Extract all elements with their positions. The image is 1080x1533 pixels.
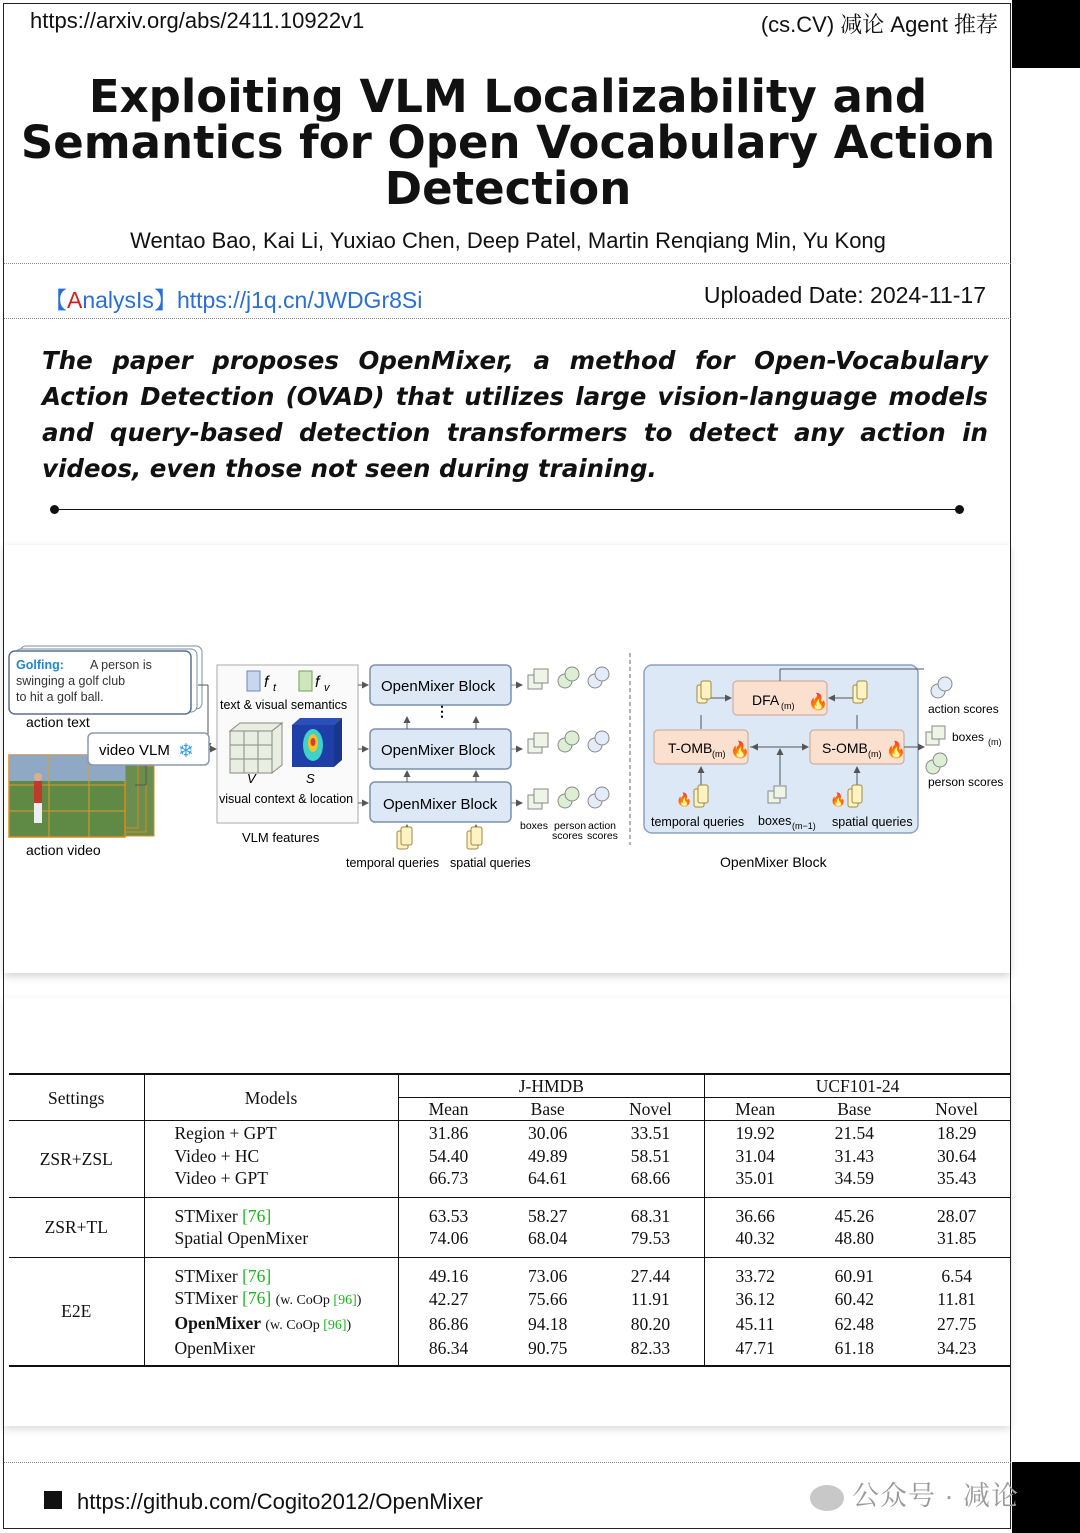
table-cell: STMixer [76] (w. CoOp [96]) bbox=[144, 1287, 398, 1312]
table-cell: 35.43 bbox=[936, 1167, 977, 1188]
wechat-icon bbox=[810, 1485, 844, 1511]
category-tag: (cs.CV) 减论 Agent 推荐 bbox=[760, 12, 998, 37]
text-visual-semantics-label: text & visual semantics bbox=[220, 698, 348, 712]
table-cell: 36.12 bbox=[735, 1289, 775, 1309]
visual-context-label: visual context & location bbox=[219, 792, 354, 806]
svg-text:(m): (m) bbox=[712, 749, 726, 759]
bullet-square bbox=[44, 1491, 62, 1509]
table-row bbox=[9, 1197, 1010, 1227]
col-header: Mean bbox=[428, 1099, 469, 1119]
caption-text: A person is bbox=[90, 658, 152, 672]
table-cell: 66.73 bbox=[428, 1167, 469, 1188]
setting-cell: ZSR+TL bbox=[9, 1197, 144, 1257]
rule-endpoint bbox=[955, 505, 964, 514]
watermark: 公众号 · 减论 bbox=[810, 1474, 1019, 1513]
table-cell: 54.40 bbox=[428, 1145, 469, 1166]
table-cell: 33.72 bbox=[705, 1257, 806, 1287]
upload-date: Uploaded Date: 2024-11-17 bbox=[703, 282, 986, 308]
table-cell: Video + GPT bbox=[144, 1167, 398, 1198]
vlm-features-caption: VLM features bbox=[242, 830, 320, 845]
table-cell: 28.07 bbox=[903, 1197, 1010, 1227]
figure-panel bbox=[4, 545, 1010, 973]
svg-text:(m): (m) bbox=[868, 749, 882, 759]
svg-text:f: f bbox=[315, 674, 320, 691]
svg-text:t: t bbox=[273, 682, 277, 694]
table-cell: 35.01 bbox=[735, 1167, 775, 1188]
table-cell: 60.91 bbox=[805, 1257, 903, 1287]
table-cell: 31.86 bbox=[398, 1121, 499, 1145]
col-header: Base bbox=[530, 1099, 565, 1119]
results-table bbox=[9, 1073, 1010, 1367]
fire-icon: 🔥 bbox=[676, 792, 693, 807]
table-row bbox=[9, 1121, 1010, 1145]
table-cell: 45.11 bbox=[735, 1314, 775, 1334]
table-row bbox=[9, 1227, 1010, 1258]
table-cell: 61.18 bbox=[805, 1337, 903, 1366]
setting-cell: ZSR+ZSL bbox=[9, 1121, 144, 1198]
col-header: Mean bbox=[735, 1099, 776, 1119]
table-cell: 90.75 bbox=[499, 1337, 597, 1366]
table-cell: 48.80 bbox=[834, 1227, 874, 1248]
table-cell: 31.04 bbox=[735, 1145, 775, 1166]
table-cell: 58.27 bbox=[499, 1197, 597, 1227]
table-cell: OpenMixer (w. CoOp [96]) bbox=[144, 1312, 398, 1337]
table-cell: 42.27 bbox=[428, 1289, 469, 1309]
table-cell: 73.06 bbox=[499, 1257, 597, 1287]
divider-rule bbox=[54, 509, 960, 510]
table-cell: 86.34 bbox=[398, 1337, 499, 1366]
table-cell: STMixer [76] bbox=[144, 1197, 398, 1227]
corner-block bbox=[1012, 1462, 1080, 1533]
svg-text:⋮: ⋮ bbox=[435, 703, 449, 719]
fire-icon: 🔥 bbox=[808, 694, 828, 711]
table-row bbox=[9, 1145, 1010, 1167]
table-cell: STMixer [76] bbox=[144, 1257, 398, 1287]
table-cell: 30.64 bbox=[936, 1145, 977, 1166]
svg-text:boxes: boxes bbox=[952, 730, 985, 744]
svg-text:v: v bbox=[324, 682, 330, 694]
github-link[interactable]: https://github.com/Cogito2012/OpenMixer bbox=[77, 1489, 484, 1514]
svg-text:action: action bbox=[588, 820, 617, 832]
citation-link[interactable]: [96] bbox=[323, 1317, 347, 1333]
divider bbox=[4, 1462, 1011, 1463]
citation-link[interactable]: [76] bbox=[242, 1265, 272, 1286]
spatial-queries-label: spatial queries bbox=[450, 856, 531, 870]
table-cell: 40.32 bbox=[735, 1227, 775, 1248]
svg-text:f: f bbox=[264, 674, 269, 691]
table-cell: 30.06 bbox=[499, 1121, 597, 1145]
table-cell: 58.51 bbox=[597, 1145, 705, 1167]
svg-text:T-OMB: T-OMB bbox=[668, 740, 713, 756]
table-cell: 49.16 bbox=[398, 1257, 499, 1287]
table-cell: 62.48 bbox=[834, 1314, 874, 1334]
table-cell: 21.54 bbox=[805, 1121, 903, 1145]
arxiv-url[interactable]: https://arxiv.org/abs/2411.10922v1 bbox=[30, 8, 365, 33]
table-cell: 68.31 bbox=[597, 1197, 705, 1227]
svg-text:DFA: DFA bbox=[752, 692, 780, 708]
corner-block bbox=[1012, 0, 1080, 68]
temporal-queries-label: temporal queries bbox=[346, 856, 440, 870]
action-video-label: action video bbox=[26, 842, 101, 858]
table-cell: 47.71 bbox=[705, 1337, 806, 1366]
svg-text:(m−1): (m−1) bbox=[792, 821, 816, 831]
table-row bbox=[9, 1257, 1010, 1287]
table-cell: 79.53 bbox=[597, 1227, 705, 1258]
table-cell: 60.42 bbox=[834, 1289, 874, 1309]
table-cell: 34.23 bbox=[903, 1337, 1010, 1366]
table-cell: 36.66 bbox=[705, 1197, 806, 1227]
dataset-header: UCF101-24 bbox=[705, 1074, 1010, 1098]
col-header: Models bbox=[144, 1074, 398, 1121]
table-cell: Spatial OpenMixer bbox=[144, 1227, 398, 1258]
paper-authors: Wentao Bao, Kai Li, Yuxiao Chen, Deep Patel, Martin Renqiang Min, Yu Kong bbox=[130, 228, 886, 253]
svg-text:temporal queries: temporal queries bbox=[651, 815, 745, 829]
svg-text:spatial queries: spatial queries bbox=[832, 815, 913, 829]
output-icons bbox=[528, 667, 609, 809]
svg-text:OpenMixer Block: OpenMixer Block bbox=[381, 742, 496, 759]
table-cell: 74.06 bbox=[428, 1227, 469, 1248]
paper-title: Exploiting VLM Localizability and Semantics for Open Vocabulary Action Detection bbox=[20, 70, 996, 215]
action-text-label: action text bbox=[26, 714, 90, 730]
class-label: Golfing: bbox=[16, 658, 64, 672]
citation-link[interactable]: [96] bbox=[333, 1292, 357, 1308]
table-cell: Video + HC bbox=[144, 1145, 398, 1167]
table-cell: 33.51 bbox=[597, 1121, 705, 1145]
table-cell: 11.81 bbox=[937, 1289, 977, 1309]
col-header: Base bbox=[837, 1099, 872, 1119]
snowflake-icon: ❄ bbox=[178, 741, 194, 762]
table-cell: 63.53 bbox=[398, 1197, 499, 1227]
fire-icon: 🔥 bbox=[730, 742, 750, 759]
fire-icon: 🔥 bbox=[886, 742, 906, 759]
person-scores-label: person scores bbox=[928, 775, 1004, 789]
table-cell: 6.54 bbox=[903, 1257, 1010, 1287]
table-row bbox=[9, 1167, 1010, 1198]
svg-text:S: S bbox=[306, 771, 315, 786]
svg-text:boxes: boxes bbox=[758, 814, 792, 828]
openmixer-block-caption: OpenMixer Block bbox=[720, 854, 827, 870]
svg-text:S-OMB: S-OMB bbox=[822, 740, 868, 756]
table-cell: 82.33 bbox=[597, 1337, 705, 1366]
table-row bbox=[9, 1287, 1010, 1312]
table-cell: 64.61 bbox=[527, 1167, 568, 1188]
table-cell: 31.43 bbox=[834, 1145, 874, 1166]
col-header: Novel bbox=[597, 1098, 705, 1121]
fire-icon: 🔥 bbox=[830, 792, 847, 807]
table-cell: 11.91 bbox=[597, 1287, 705, 1312]
table-cell: 68.04 bbox=[527, 1227, 568, 1248]
col-header: Novel bbox=[935, 1099, 979, 1119]
action-scores-label: action scores bbox=[928, 702, 999, 716]
svg-text:(m): (m) bbox=[988, 737, 1002, 747]
citation-link[interactable]: [76] bbox=[242, 1205, 272, 1226]
table-cell: 27.44 bbox=[597, 1257, 705, 1287]
table-cell: 27.75 bbox=[936, 1314, 977, 1334]
video-vlm-label: video VLM bbox=[99, 742, 170, 759]
svg-text:(m): (m) bbox=[781, 701, 795, 711]
table-cell: OpenMixer bbox=[144, 1337, 398, 1366]
divider bbox=[4, 318, 1011, 319]
table-cell: Region + GPT bbox=[144, 1121, 398, 1145]
caption-text: swinging a golf club bbox=[16, 674, 126, 688]
table-cell: 75.66 bbox=[527, 1289, 568, 1309]
table-cell: 31.85 bbox=[936, 1227, 977, 1248]
table-cell: 86.86 bbox=[428, 1314, 469, 1334]
dataset-header: J-HMDB bbox=[398, 1074, 705, 1098]
svg-text:V: V bbox=[247, 771, 256, 786]
table-cell: 34.59 bbox=[834, 1167, 874, 1188]
caption-text: to hit a golf ball. bbox=[16, 690, 104, 704]
table-cell: 45.26 bbox=[805, 1197, 903, 1227]
analysis-link[interactable]: 【AnalysIs】https://j1q.cn/JWDGr8Si bbox=[44, 287, 423, 313]
citation-link[interactable]: [76] bbox=[242, 1287, 272, 1308]
svg-text:OpenMixer Block: OpenMixer Block bbox=[383, 796, 498, 813]
architecture-figure bbox=[4, 545, 1010, 973]
svg-text:scores: scores bbox=[552, 830, 583, 842]
svg-text:person: person bbox=[554, 820, 587, 832]
table-cell: 94.18 bbox=[527, 1314, 568, 1334]
table-row bbox=[9, 1312, 1010, 1337]
col-header: Settings bbox=[9, 1074, 144, 1121]
svg-text:scores: scores bbox=[587, 830, 618, 842]
paper-summary: The paper proposes OpenMixer, a method for Open-Vocabulary Action Detection (OVAD) that utilizes large vision-language models and query-based detection transformers to detect any action in videos, even those not seen during training. bbox=[42, 346, 988, 483]
table-row bbox=[9, 1337, 1010, 1366]
svg-text:OpenMixer Block: OpenMixer Block bbox=[381, 678, 496, 695]
table-cell: 19.92 bbox=[705, 1121, 806, 1145]
svg-text:boxes: boxes bbox=[520, 820, 549, 832]
table-cell: 49.89 bbox=[527, 1145, 568, 1166]
table-cell: 18.29 bbox=[903, 1121, 1010, 1145]
table-cell: 80.20 bbox=[597, 1312, 705, 1337]
divider bbox=[4, 263, 1011, 264]
setting-cell: E2E bbox=[9, 1257, 144, 1366]
table-cell: 68.66 bbox=[597, 1167, 705, 1198]
